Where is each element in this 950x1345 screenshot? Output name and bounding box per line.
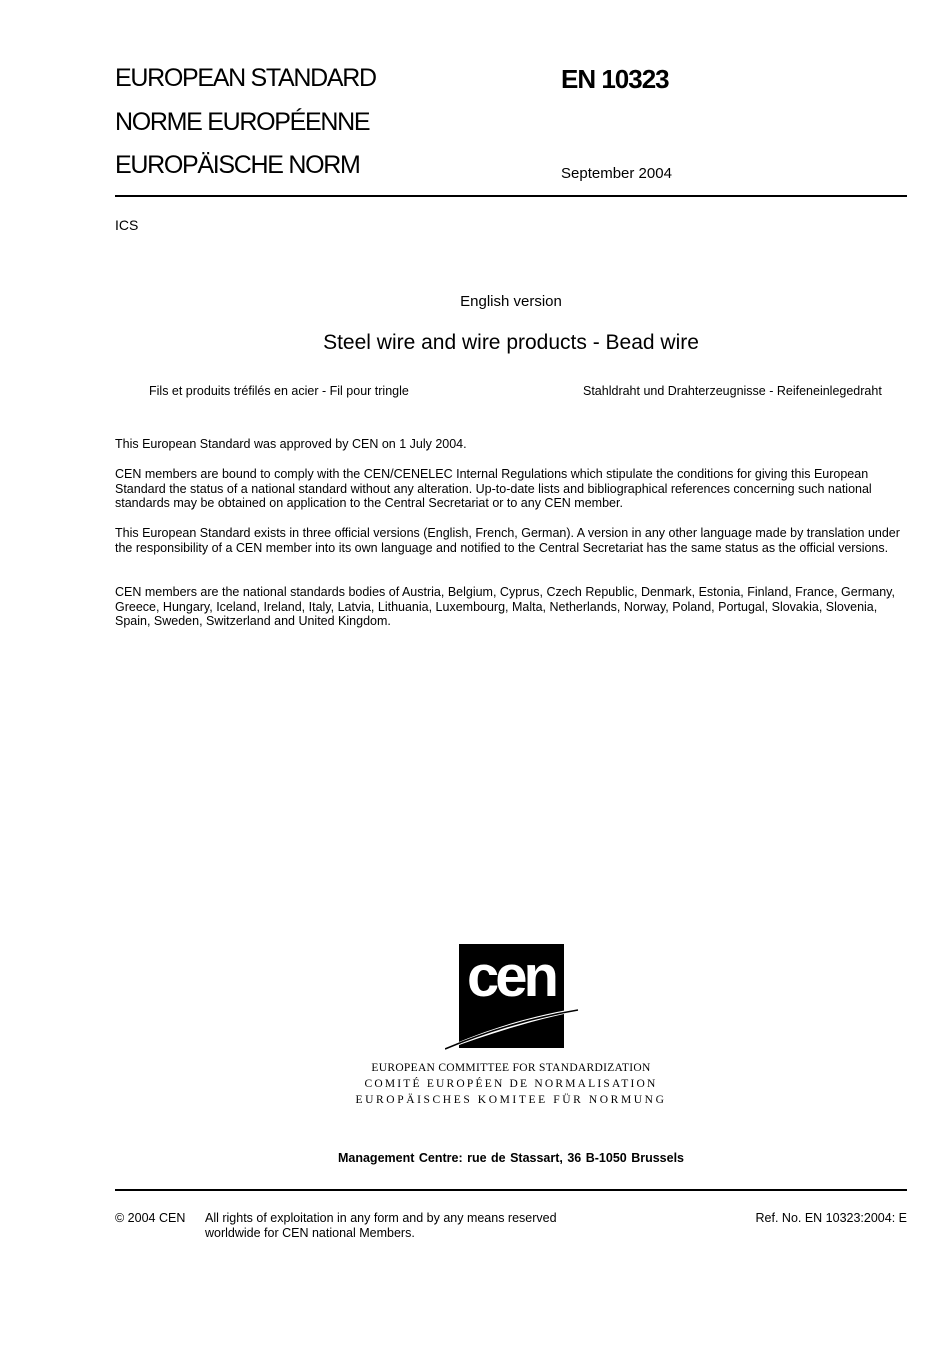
standard-title-fr: NORME EUROPÉENNE [115,108,370,136]
title-french: Fils et produits tréfilés en acier - Fil pour tringle [149,384,409,398]
document-title: Steel wire and wire products - Bead wire [323,331,699,354]
rights-line-2: worldwide for CEN national Members. [205,1226,415,1240]
rights-line-1: All rights of exploitation in any form and by any means reserved [205,1211,557,1225]
reference-number: Ref. No. EN 10323:2004: E [755,1211,907,1225]
cen-logo-icon [445,944,580,1050]
committee-name-fr: COMITÉ EUROPÉEN DE NORMALISATION [364,1078,658,1090]
management-address: Management Centre: rue de Stassart, 36 B-1050 Brussels [337,1151,685,1165]
version-label: English version [460,293,562,310]
committee-name-en: EUROPEAN COMMITTEE FOR STANDARDIZATION [371,1062,651,1074]
copyright-notice: © 2004 CEN [115,1211,186,1225]
compliance-paragraph: CEN members are bound to comply with the CEN/CENELEC Internal Regulations which stipulate the conditions for giving this European Standard the status of a national standard without any alteration. Up-to-date lists and bibliographical references concerning such national standards may be obtained on application to the Central Secretariat or to any CEN member. [115,467,872,511]
standard-title-de: EUROPÄISCHE NORM [115,151,360,179]
committee-name-de: EUROPÄISCHES KOMITEE FÜR NORMUNG [355,1094,667,1106]
document-number: EN 10323 [561,64,669,94]
approval-paragraph: This European Standard was approved by CEN on 1 July 2004. [115,437,467,451]
versions-paragraph: This European Standard exists in three official versions (English, French, German). A version in any other language made by translation under the responsibility of a CEN member into its own language and notified to the Central Secretariat has the same status as the official versions. [115,526,900,555]
standard-title-en: EUROPEAN STANDARD [115,64,376,92]
logo-text: cen [467,944,555,1009]
members-paragraph: CEN members are the national standards bodies of Austria, Belgium, Cyprus, Czech Republic, Denmark, Estonia, Finland, France, Germany, Greece, Hungary, Iceland, Ireland, Italy, Latvia, Lithuania, Luxembourg, Malta, Netherlands, Norway, Poland, Portugal, Slovakia, Slovenia, Spain, Sweden, Switzerland and United Kingdom. [115,585,895,629]
footer-divider [115,1189,907,1191]
title-german: Stahldraht und Drahterzeugnisse - Reifeneinlegedraht [583,384,882,398]
header-divider [115,195,907,197]
ics-label: ICS [115,217,139,233]
publication-date: September 2004 [561,165,672,182]
